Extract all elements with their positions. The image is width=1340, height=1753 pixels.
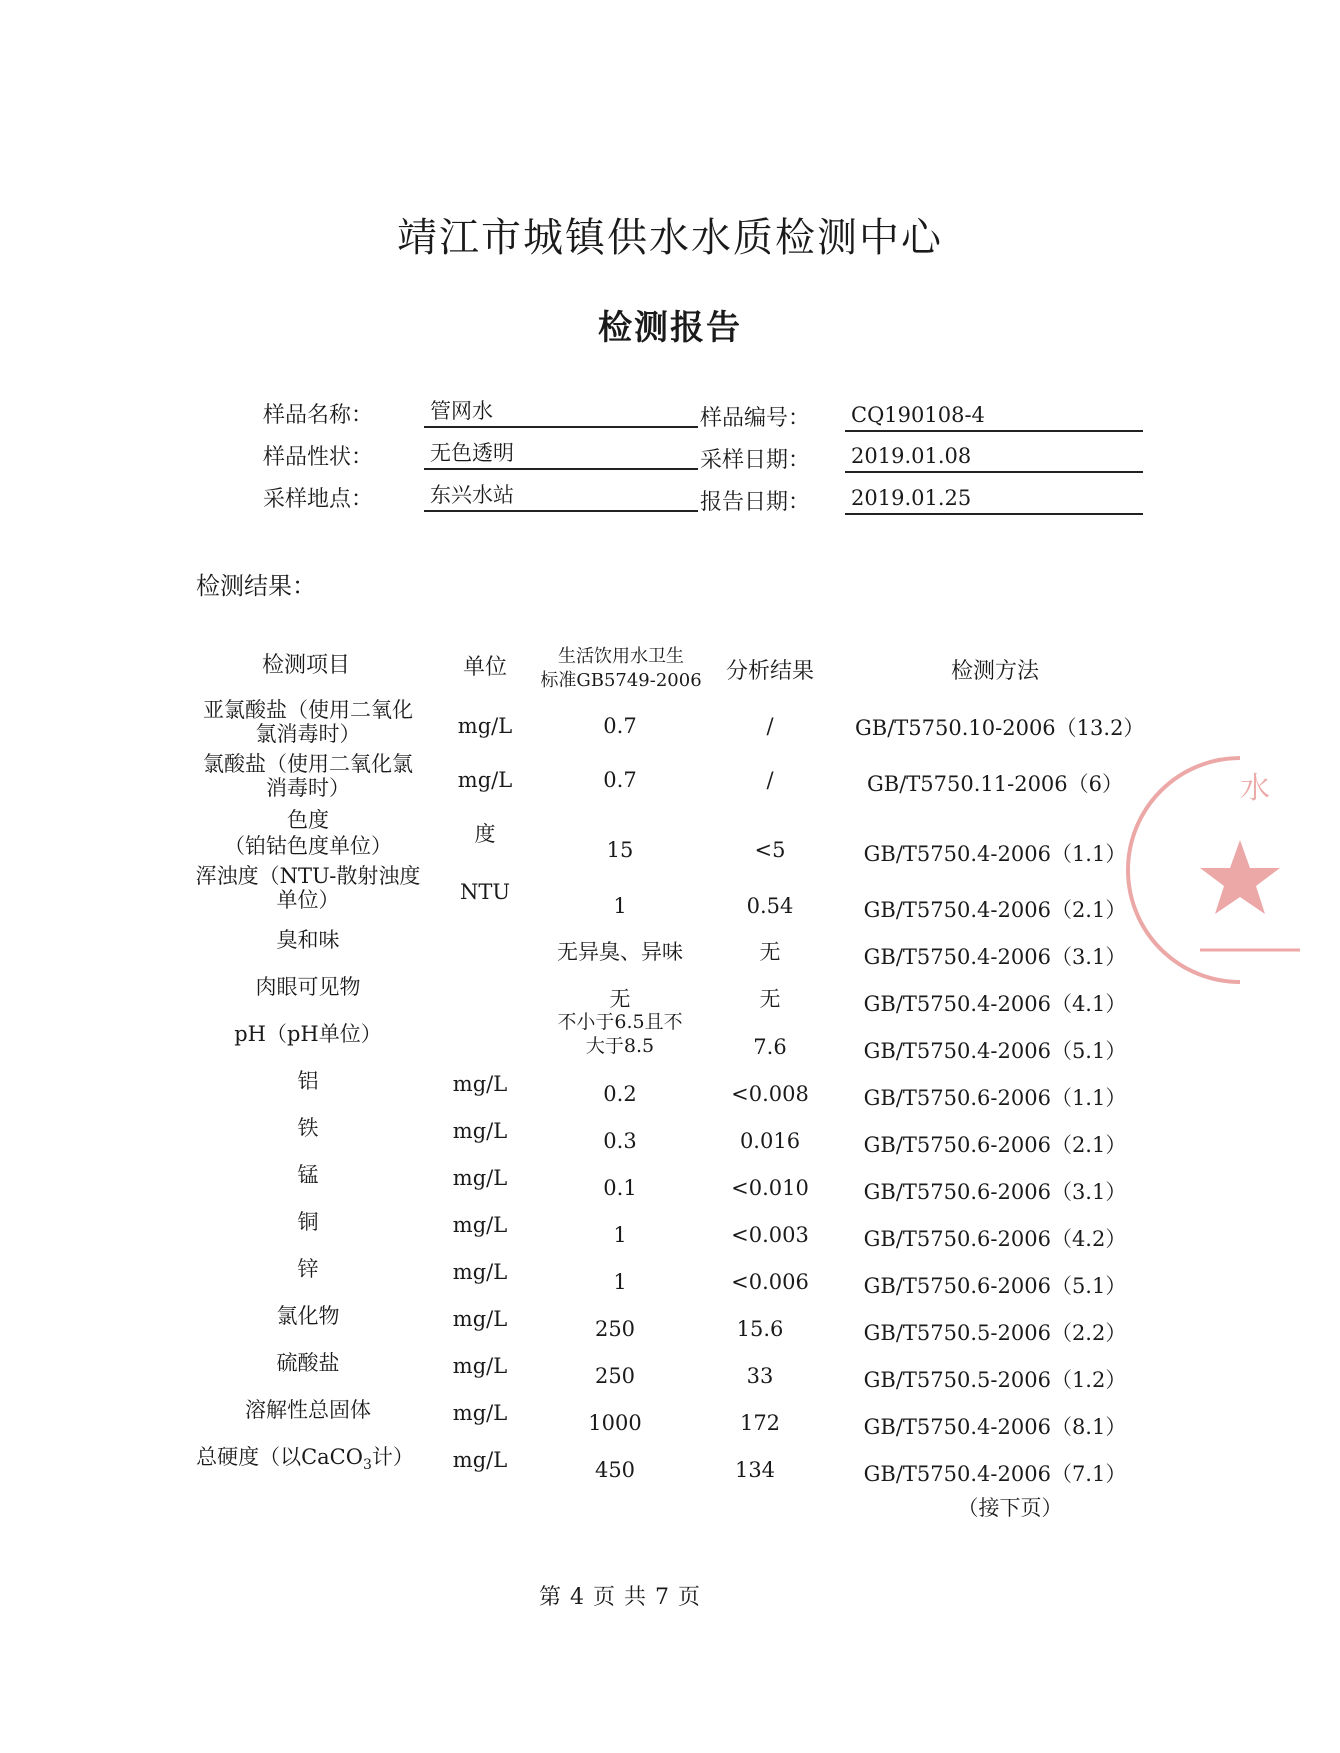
row-result: <0.006 xyxy=(731,1270,809,1294)
row-item: 臭和味 xyxy=(276,928,340,952)
row-standard: 450 xyxy=(594,1458,636,1482)
row-unit: NTU xyxy=(459,880,511,904)
row-standard: 1 xyxy=(613,1270,627,1294)
sampling-date-label: 采样日期： xyxy=(700,448,811,473)
row-item-post: 计） xyxy=(371,1445,414,1469)
org-title: 靖江市城镇供水水质检测中心 xyxy=(397,215,943,261)
row-item-line2: 单位） xyxy=(276,888,340,912)
row-item-sub: 3 xyxy=(362,1457,372,1474)
row-item: 锰 xyxy=(297,1163,319,1187)
row-unit: mg/L xyxy=(452,1448,508,1472)
row-unit: mg/L xyxy=(452,1119,508,1143)
row-item: 氯化物 xyxy=(276,1304,340,1328)
sampling-date-value: 2019.01.08 xyxy=(845,443,1143,473)
row-result: / xyxy=(766,768,774,792)
row-standard: 15 xyxy=(606,838,634,862)
row-unit: 度 xyxy=(474,822,496,846)
row-method: GB/T5750.5-2006（1.2） xyxy=(863,1368,1127,1392)
row-item: 铁 xyxy=(297,1116,319,1140)
row-item: 溶解性总固体 xyxy=(245,1398,371,1422)
row-method: GB/T5750.4-2006（4.1） xyxy=(863,992,1127,1016)
row-result: <0.010 xyxy=(731,1176,809,1200)
row-method: GB/T5750.11-2006（6） xyxy=(866,772,1124,796)
row-item-line1: 亚氯酸盐（使用二氧化 xyxy=(203,698,413,722)
row-unit: mg/L xyxy=(452,1307,508,1331)
location-value: 东兴水站 xyxy=(424,482,698,512)
row-result: 0.016 xyxy=(739,1129,801,1153)
sample-name-value: 管网水 xyxy=(424,398,698,428)
row-method: GB/T5750.6-2006（3.1） xyxy=(863,1180,1127,1204)
report-title: 检测报告 xyxy=(598,308,742,348)
row-result: 0.54 xyxy=(746,894,794,918)
row-unit: mg/L xyxy=(457,714,513,738)
row-unit: mg/L xyxy=(457,768,513,792)
col-standard-header-line1: 生活饮用水卫生 xyxy=(558,646,684,667)
row-standard: 无异臭、异味 xyxy=(557,940,683,964)
row-method: GB/T5750.4-2006（7.1） xyxy=(863,1462,1127,1486)
row-method: GB/T5750.6-2006（5.1） xyxy=(863,1274,1127,1298)
seal-stamp xyxy=(1180,750,1300,990)
row-item: 肉眼可见物 xyxy=(255,975,361,999)
star-icon xyxy=(1200,840,1280,914)
row-item-line1: 浑浊度（NTU-散射浊度 xyxy=(195,864,421,888)
report-date-value: 2019.01.25 xyxy=(845,485,1143,515)
row-method: GB/T5750.4-2006（1.1） xyxy=(863,842,1127,866)
row-item-line2: 氯消毒时） xyxy=(255,722,361,746)
row-unit: mg/L xyxy=(452,1401,508,1425)
row-item: 硫酸盐 xyxy=(276,1351,340,1375)
row-item-pre: 总硬度（以CaCO xyxy=(196,1445,363,1469)
row-standard-line1: 不小于6.5且不 xyxy=(557,1011,683,1033)
row-result: 无 xyxy=(759,940,781,964)
row-result: <0.008 xyxy=(731,1082,809,1106)
sample-state-label: 样品性状： xyxy=(263,445,374,470)
row-method: GB/T5750.4-2006（3.1） xyxy=(863,945,1127,969)
col-method-header: 检测方法 xyxy=(950,659,1039,684)
sample-name-label: 样品名称： xyxy=(263,403,374,428)
page-number: 第 4 页 共 7 页 xyxy=(539,1585,701,1610)
seal-stamp-text: 水 xyxy=(1240,771,1270,806)
row-standard: 0.7 xyxy=(603,714,637,738)
row-standard: 0.2 xyxy=(603,1082,637,1106)
row-unit: mg/L xyxy=(452,1354,508,1378)
row-item: pH（pH单位） xyxy=(234,1022,382,1046)
row-method: GB/T5750.10-2006（13.2） xyxy=(855,716,1145,740)
row-unit: mg/L xyxy=(452,1260,508,1284)
row-standard: 无 xyxy=(609,987,631,1011)
row-item-line2: 消毒时） xyxy=(266,776,350,800)
row-result: 7.6 xyxy=(753,1035,787,1059)
row-item xyxy=(180,1445,430,1477)
row-result: 172 xyxy=(739,1411,781,1435)
row-result: 33 xyxy=(746,1364,774,1388)
col-result-header: 分析结果 xyxy=(725,659,814,684)
row-result: 134 xyxy=(734,1458,776,1482)
row-unit: mg/L xyxy=(452,1213,508,1237)
row-standard: 0.7 xyxy=(603,768,637,792)
sample-id-label: 样品编号： xyxy=(700,406,811,431)
row-item-line1: 色度 xyxy=(287,808,329,832)
row-method: GB/T5750.5-2006（2.2） xyxy=(863,1321,1127,1345)
results-section-label: 检测结果： xyxy=(196,572,316,600)
row-result: <0.003 xyxy=(731,1223,809,1247)
row-result: / xyxy=(766,714,774,738)
row-method: GB/T5750.6-2006（4.2） xyxy=(863,1227,1127,1251)
row-method: GB/T5750.4-2006（5.1） xyxy=(863,1039,1127,1063)
row-result: 15.6 xyxy=(736,1317,784,1341)
row-item: 铝 xyxy=(297,1069,319,1093)
row-item: 铜 xyxy=(297,1210,319,1234)
row-method: GB/T5750.6-2006（1.1） xyxy=(863,1086,1127,1110)
row-method: GB/T5750.4-2006（8.1） xyxy=(863,1415,1127,1439)
row-standard: 250 xyxy=(594,1317,636,1341)
row-method: GB/T5750.6-2006（2.1） xyxy=(863,1133,1127,1157)
row-item: 锌 xyxy=(297,1257,319,1281)
row-standard: 0.3 xyxy=(603,1129,637,1153)
col-unit-header: 单位 xyxy=(462,655,507,680)
continued-note: （接下页） xyxy=(957,1496,1063,1520)
row-item-line1: 氯酸盐（使用二氧化氯 xyxy=(203,752,413,776)
row-standard: 1000 xyxy=(588,1411,642,1435)
row-item-line2: （铂钴色度单位） xyxy=(224,834,392,858)
row-method: GB/T5750.4-2006（2.1） xyxy=(863,898,1127,922)
row-unit: mg/L xyxy=(452,1166,508,1190)
row-standard: 0.1 xyxy=(603,1176,637,1200)
row-unit: mg/L xyxy=(452,1072,508,1096)
row-standard-line2: 大于8.5 xyxy=(585,1035,655,1057)
sample-state-value: 无色透明 xyxy=(424,440,698,470)
sample-id-value: CQ190108-4 xyxy=(845,402,1143,432)
seal-stamp-graphic xyxy=(1180,750,1300,990)
row-standard: 250 xyxy=(594,1364,636,1388)
report-date-label: 报告日期： xyxy=(700,490,811,515)
row-result: 无 xyxy=(759,987,781,1011)
col-item-header: 检测项目 xyxy=(261,653,350,678)
location-label: 采样地点： xyxy=(263,487,374,512)
row-standard: 1 xyxy=(613,894,627,918)
row-result: <5 xyxy=(754,838,786,862)
row-standard: 1 xyxy=(613,1223,627,1247)
col-standard-header-line2: 标准GB5749-2006 xyxy=(540,670,702,691)
